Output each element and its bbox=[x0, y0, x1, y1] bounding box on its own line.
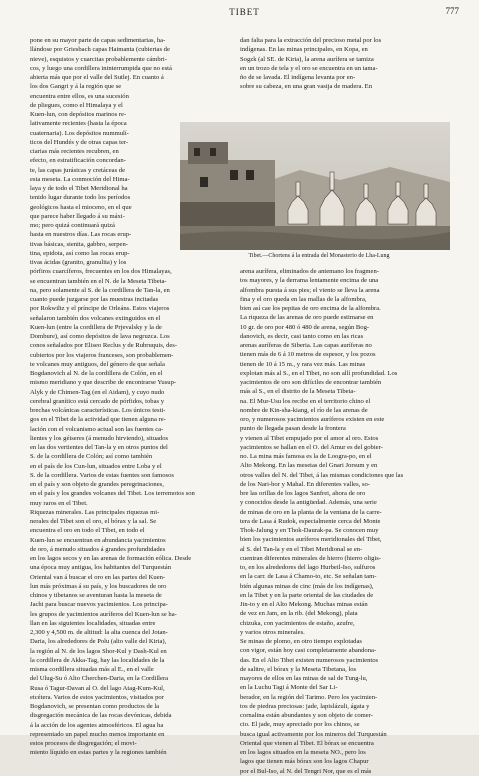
text-line: Riquezas minerales. Las principales riquezas mi- bbox=[30, 508, 160, 516]
text-line: tienen más de 6 á 10 metros de espesor, y los pozos bbox=[240, 351, 376, 359]
text-line: Dombure), así como depósitos de lava negruzca. Los bbox=[30, 333, 170, 340]
text-line: señalaron también dos volcanes extinguidos en el bbox=[30, 314, 161, 322]
photo-caption: Tibet.—Chortens á la entrada del Monasterio de Lha-Lung bbox=[248, 253, 390, 259]
text-line: de vez en Jam, en la rib. (del Mekong), plata bbox=[240, 610, 358, 618]
text-line: otros valles del N. del Tibet, á las mismas condiciones que las bbox=[240, 471, 404, 479]
text-line: bien así cae los pepitas de oro encima de la alfombra. bbox=[240, 305, 381, 312]
text-line: les grupos de yacimientos auríferos del Kuen-lun se ha- bbox=[30, 610, 177, 618]
text-line: tos de piedras preciosas: jade, lapislázuli, ágata y bbox=[240, 702, 370, 710]
text-line: chinos y tibetanos se aventuran hasta la meseta de bbox=[30, 592, 162, 599]
text-line: Kuen-lun se encuentran en abundancia yacimientos bbox=[30, 536, 166, 544]
text-line: no. La mina más famosa es la de Loogra-po, en el bbox=[240, 453, 372, 460]
text-line: del Ulug-Su ó Alto Cherchen-Daria, en la Cordillera bbox=[30, 675, 169, 683]
text-line: y varios otros minerales. bbox=[240, 628, 305, 636]
text-line: tivas ácidas (granito, granulita) y los bbox=[30, 259, 127, 266]
text-line: lativamente recientes (hasta la época bbox=[30, 120, 127, 128]
text-line: S. de la cordillera. Varios de estas fuentes son famosos bbox=[30, 471, 174, 479]
text-line: brechas volcánicas características. Los únicos testi- bbox=[30, 407, 166, 414]
text-line: por el Bul-Iso, al N. del Tengri Nor, que es el más bbox=[240, 767, 372, 775]
right-text-column-bottom bbox=[240, 267, 458, 775]
text-line: esta meseta. La conmoción del Hima- bbox=[30, 175, 130, 183]
page-number: 777 bbox=[445, 6, 459, 16]
text-line: lación con el volcanismo actual son las fuentes ca- bbox=[30, 425, 164, 433]
text-line: de minas de oro en la planta de la ventana de la carre- bbox=[240, 508, 382, 516]
text-line: dan falta para la extracción del precioso metal por los bbox=[240, 37, 382, 44]
text-line: Sogzk (al SE. de Kiria), la arena aurífera se tamiza bbox=[240, 55, 374, 63]
text-line: representado un papel mucho menos importante en bbox=[30, 730, 165, 738]
monastery-photograph bbox=[180, 122, 450, 250]
text-line: Se minas de plomo, en otro tiempo explotadas bbox=[240, 638, 362, 645]
text-line: lun más próximas á su país, y los buscadores de oro bbox=[30, 582, 167, 590]
text-line: lagos que tienen más bórax son los lagos Chapur bbox=[240, 758, 369, 766]
text-line: en el país y los grandes volcanes del Tibet. Los terremotos son bbox=[30, 490, 195, 498]
text-line: chizuka, con yacimientos de estaño, azufre, bbox=[240, 619, 355, 627]
text-line: Bogdanovich al N. de la cordillera de Colón, en el bbox=[30, 370, 163, 377]
text-line: 10 gr. de oro por 480 ó 480 de arena, según Bog- bbox=[240, 323, 370, 331]
text-line: mismo meridiano y que describe de encontrarse Yusup- bbox=[30, 379, 177, 387]
right-text-column-top bbox=[240, 36, 458, 118]
text-line: 2,300 y 4,500 m. de altitud: la alta cuenca del Jotan- bbox=[30, 629, 168, 636]
text-line: bre las orillas de los lagos Sanfrei, ahora de oro bbox=[240, 490, 366, 497]
text-line: te volcanes muy antiguos, del género de que señala bbox=[30, 360, 165, 368]
text-line: llan en las siguientes localidades, situadas entre bbox=[30, 619, 156, 627]
text-line: Alto Mekong. En las mesetas del Gnari Jorsum y en bbox=[240, 462, 378, 470]
text-line: Oriental van á buscar el oro en las partes del Kuen- bbox=[30, 573, 166, 581]
text-line: misma cordillera situadas más al E., en el valle bbox=[30, 666, 154, 673]
text-line: gos en el Tibet de la actividad que tienen alguna re- bbox=[30, 416, 166, 424]
text-line: y conocidos desde la antigüedad. Además, una serie bbox=[240, 499, 377, 507]
text-line: en el país de los Cun-lun, situados entre Loba y el bbox=[30, 462, 162, 470]
text-line: en la Luchu Tagi á Monte del Sar Li- bbox=[240, 684, 338, 692]
text-line: en la Tibet y en la parte oriental de las ciudades de bbox=[240, 591, 374, 599]
text-line: alfombra puesta á sus pies; el viento se lleva la arena bbox=[240, 286, 380, 294]
text-line: bien los yacimientos auríferos meridionales del Tibet, bbox=[240, 536, 382, 544]
text-line: Daria, los alrededores de Polu (alto valle del Kiria), bbox=[30, 638, 167, 646]
text-line: y vienen al Tibet empujado por el amor al oro. Estos bbox=[240, 434, 379, 442]
text-line: tina, epidota, así como las rocas erup- bbox=[30, 249, 130, 257]
text-line: oro, y numerosos yacimientos auríferos existen en este bbox=[240, 416, 385, 423]
text-line: pórfiros cuarcíferos, frecuentes en los dos Himalayas, bbox=[30, 268, 172, 276]
text-line: Thok-Jalung y en Thok-Daurak-pa. Se conocen muy bbox=[240, 527, 379, 534]
text-line: te, las capas jurásicas y cretáceas de bbox=[30, 166, 126, 174]
text-line: na. El Mur-Usu los recibe en el territorio chino el bbox=[240, 397, 371, 405]
text-line: nombre de Kin-sha-kiang, el río de las arenas de bbox=[240, 406, 368, 414]
text-line: Kuen-lun, con depósitos marinos re- bbox=[30, 111, 127, 118]
text-line: mo; pero quizá continuará quizá bbox=[30, 222, 115, 229]
text-line: efecto, en estratificación concordan- bbox=[30, 157, 126, 165]
text-line: cornalina están abundantes y son objeto de comer- bbox=[240, 712, 373, 719]
text-line: na, pero solamente al S. de la cordillera de Tan-la, en bbox=[30, 286, 170, 294]
text-line: abierta más que por el valle del Sutlej. En cuanto á bbox=[30, 74, 164, 81]
text-line: Jin-to y en el Alto Mekong. Muchas minas están bbox=[240, 601, 368, 608]
text-line: la región al N. de los lagos Shor-Kul y Dash-Kul en bbox=[30, 647, 167, 655]
text-line: mayores de ellos en las minas de sal de Tung-lu, bbox=[240, 675, 368, 682]
text-line: ticos del Hundés y de otras capas ter- bbox=[30, 138, 129, 146]
text-line: de pliegues, como el Himalaya y el bbox=[30, 101, 123, 109]
text-line: ciarias más recientes recubren, en bbox=[30, 148, 119, 155]
text-line: S. de la cordillera de Colón; así como también bbox=[30, 453, 153, 461]
text-line: indígenas. En las minas principales, en Kopa, en bbox=[240, 46, 368, 54]
text-line: fina y el oro queda en las mallas de la alfombra, bbox=[240, 295, 367, 303]
text-line: cerebral granítico está cercado de pórfidos, tobas y bbox=[30, 397, 165, 405]
text-line: con vigor, están hoy casi completamente abandona- bbox=[240, 647, 377, 655]
text-line: en el país y son objeto de grandes peregrinaciones, bbox=[30, 481, 164, 488]
text-line: al S. del Tan-la y en el Tibet Meridional se en- bbox=[240, 545, 363, 553]
running-title: TIBET bbox=[229, 7, 260, 17]
text-line: explotan más al S., en el Tibet, no son allí profundidad. Los bbox=[240, 369, 398, 377]
text-line: cuanto puede juzgarse por las muestras incitadas bbox=[30, 296, 159, 303]
text-line: tos mayores, y la derrama lentamente encima de una bbox=[240, 277, 379, 285]
text-line: encuentra entre ellos, es una sucesión bbox=[30, 92, 129, 100]
text-line: una época muy antigua, los habitantes del Turquestán bbox=[30, 564, 172, 572]
text-line: Rusa ó Tagur-Davan al O. del lago Atag-Kum-Kul, bbox=[30, 684, 165, 692]
text-line: en un trozo de tela y el oro se encuentra en un tama- bbox=[240, 64, 378, 72]
text-line: disgregación mecánica de las rocas devónicas, debida bbox=[30, 712, 172, 720]
text-line: encuentra el oro en todo el Tibet, en todo el bbox=[30, 527, 145, 535]
text-line: los dos Gangri y á la región que se bbox=[30, 83, 122, 91]
text-line: más al S., en el distrito de la Meseta Tibeta- bbox=[240, 388, 356, 396]
text-line: que parece haber llegado á su máxi- bbox=[30, 212, 125, 220]
text-line: to, en los alrededores del lago Hurbeil-Iso, sulfuros bbox=[240, 564, 376, 571]
text-line: yacimientos se hallan en el O. del Amur es del gobier- bbox=[240, 443, 383, 451]
text-line: Alyk y de Chimen-Tag (en el Aidam), y cuyo nudo bbox=[30, 388, 165, 396]
text-line: de oro, á menudo situados á grandes profundidades bbox=[30, 545, 166, 553]
page-header bbox=[30, 6, 459, 20]
text-line: sobre su cabeza, en una gran vasija de madera. En bbox=[240, 83, 372, 91]
text-line: Bogdanovich, se presentan como productos de la bbox=[30, 703, 160, 710]
text-line: etcétera. Varios de estos yacimientos, visitados por bbox=[30, 693, 164, 701]
text-line: laya y de todo el Tibet Meridional ha bbox=[30, 185, 128, 192]
monastery-photo-illustration bbox=[180, 122, 450, 250]
text-line: la cordillera de Akka-Tag, hay las localidades de la bbox=[30, 656, 165, 664]
text-line: nieve), esquistos y cuarcitas probablemente cámbri- bbox=[30, 55, 167, 63]
text-line: llándose por Griesbach capas Haimanta (cubiertas de bbox=[30, 46, 170, 54]
text-line: punto de llegada pasan desde la frontera bbox=[240, 425, 346, 433]
text-line: de los Nari-bor y Mahal. En diferentes valles, so- bbox=[240, 480, 371, 488]
text-line: cuaternaria). Los depósitos nummulí- bbox=[30, 129, 129, 137]
text-line: lientes y los géiseres (á menudo hirviendo), situados bbox=[30, 434, 169, 442]
text-line: arena aurífera, eliminados de antemano los fragmen- bbox=[240, 268, 379, 275]
text-line: en los lagos secos y en las arenas de formación eólica. Desde bbox=[30, 555, 192, 562]
text-line: en los lagos situados en la meseta NO., pero los bbox=[240, 749, 366, 756]
text-line: berador, en la región del Tarimo. Pero los yacimien- bbox=[240, 693, 378, 701]
text-line: Oriental que vienen al Tibet. El bórax se encuentra bbox=[240, 739, 374, 747]
text-line: hasta en nuestros días. Las rocas erup- bbox=[30, 231, 132, 239]
text-line: miento líquido en estas partes y la regiones también bbox=[30, 749, 167, 757]
text-line: ño de se lavada. El indígena levanta por en- bbox=[240, 74, 356, 81]
text-line: se encuentran también en el N. de la Meseta Tibeta- bbox=[30, 277, 167, 285]
text-line: estos procesos de disgregación; el movi- bbox=[30, 740, 137, 747]
text-line: yacimientos de oro son difíciles de encontrar también bbox=[240, 379, 382, 386]
text-line: cuentran diferentes minerales de hierro (hierro oligis- bbox=[240, 554, 381, 562]
text-line: cio. El jade, muy apreciado por los chinos, se bbox=[240, 721, 360, 729]
text-line: tivas básicas, sienita, gabbro, serpen- bbox=[30, 240, 128, 248]
text-line: conos señalados por Eliseo Reclus y de Rubruquis, des- bbox=[30, 342, 178, 350]
text-line: pone en su mayor parte de capas sedimentarias, ha- bbox=[30, 37, 166, 44]
text-line: Kuen-lun (entre la cordillera de Prjevalsky y la de bbox=[30, 323, 162, 331]
text-line: en las dos vertientes del Tan-la y en otros puntos del bbox=[30, 444, 168, 451]
text-line: geológicos hasta el mioceno, en el que bbox=[30, 203, 132, 211]
text-line: cubiertos por los viajeros franceses, son probablemen- bbox=[30, 351, 174, 359]
text-line: La riqueza de las arenas de oro puede estimarse en bbox=[240, 314, 374, 322]
text-line: á la acción de los agentes atmosféricos. El agua ha bbox=[30, 721, 164, 729]
text-line: de salitre, el bórax y la Meseta Tibetana, los bbox=[240, 665, 357, 673]
text-line: muy raros en el Tibet. bbox=[30, 499, 88, 507]
text-line: tenido lugar durante todo los períodos bbox=[30, 194, 131, 202]
text-line: cos, y luego una cordillera ininterrumpida que no está bbox=[30, 64, 172, 72]
text-line: danovich, es decir, casi tanto como en las ricas bbox=[240, 332, 364, 340]
text-line: tera de Lasa á Rudok, especialmente cerca del Monte bbox=[240, 517, 381, 525]
text-line: arenas auríferas de Siberia. Las capas auríferas no bbox=[240, 342, 372, 349]
text-line: nerales del Tibet son el oro, el bórax y la sal. Se bbox=[30, 518, 157, 525]
text-line: das. En el Alto Tibet existen numerosos yacimientos bbox=[240, 656, 379, 664]
text-line: Jachi para buscar nuevos yacimientos. Los principa- bbox=[30, 601, 168, 609]
text-line: bién algunas minas de cinc (más de los indígenas), bbox=[240, 582, 374, 590]
text-line: busca igual activamente por los mineros del Turquestán bbox=[240, 730, 387, 738]
text-line: en la carr. de Lasa á Chamo-to, etc. Se señalan tam- bbox=[240, 573, 377, 581]
text-line: por Rokwiltz y el príncipe de Orleáns. Estos viajeros bbox=[30, 305, 170, 313]
text-line: tienen de 10 á 15 m., y rara vez más. Las minas bbox=[240, 360, 366, 368]
